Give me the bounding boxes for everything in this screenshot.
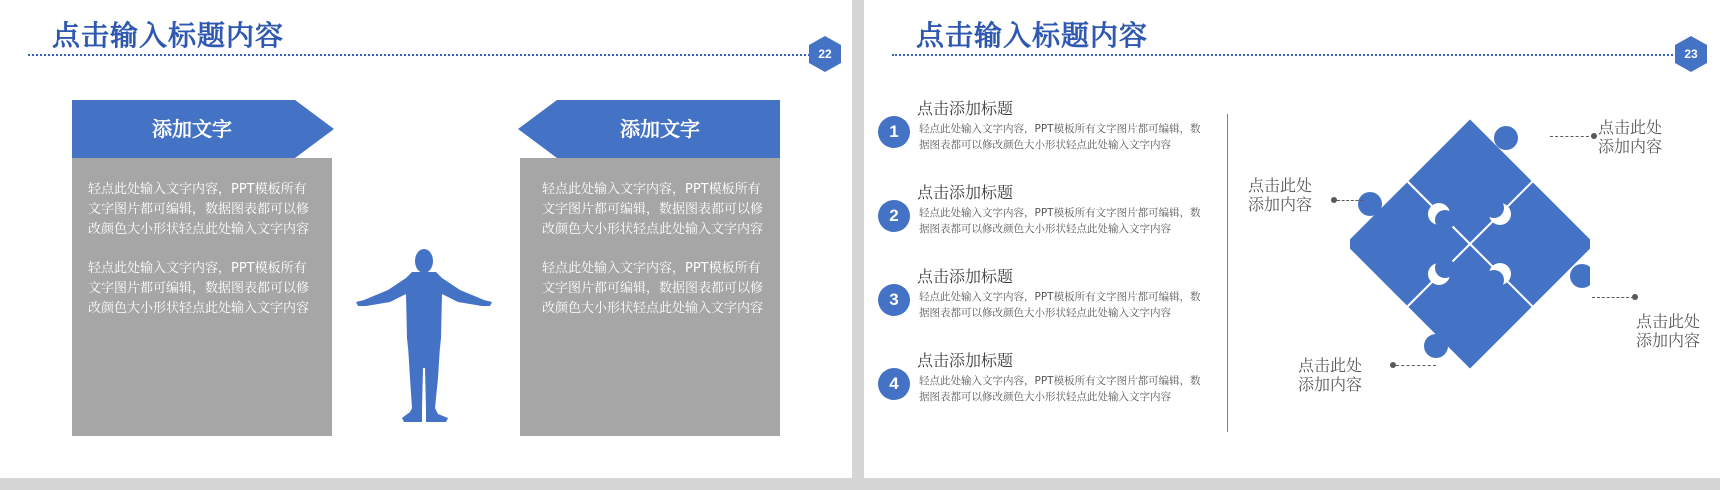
- item-number-badge: 1: [878, 116, 910, 148]
- title-underline: [28, 54, 818, 56]
- page-number-ghost: 22: [830, 27, 842, 38]
- vertical-divider: [1227, 114, 1228, 432]
- leader-line: [1550, 136, 1594, 137]
- heading-banner-left[interactable]: [72, 100, 334, 158]
- page-number-badge: [806, 27, 844, 73]
- page-title[interactable]: 点击输入标题内容: [52, 19, 285, 52]
- item-text: 轻点此处输入文字内容，PPT模板所有文字图片都可编辑，数据图表都可以修改颜色大小形状轻点此处输入文字内容: [919, 375, 1201, 403]
- leader-dot: [1632, 294, 1638, 300]
- puzzle-pieces-icon: [1350, 108, 1590, 384]
- callout-top-right[interactable]: [1598, 118, 1670, 156]
- slide-23[interactable]: [864, 0, 1720, 478]
- item-title: 点击添加标题: [917, 351, 1014, 370]
- item-number-badge: 2: [878, 200, 910, 232]
- leader-dot: [1591, 133, 1597, 139]
- title-underline: [892, 54, 1688, 56]
- panel-paragraph: 轻点此处输入文字内容，PPT模板所有文字图片都可编辑，数据图表都可以修改颜色大小形状轻点此处输入文字内容: [88, 261, 310, 316]
- leader-line: [1396, 365, 1436, 366]
- text-panel-left[interactable]: [72, 158, 332, 436]
- item-title: 点击添加标题: [917, 183, 1014, 202]
- text-panel-right[interactable]: [520, 158, 780, 436]
- item-number-badge: 3: [878, 284, 910, 316]
- panel-paragraph: 轻点此处输入文字内容，PPT模板所有文字图片都可编辑，数据图表都可以修改颜色大小形状轻点此处输入文字内容: [88, 182, 310, 237]
- item-text: 轻点此处输入文字内容，PPT模板所有文字图片都可编辑，数据图表都可以修改颜色大小形状轻点此处输入文字内容: [919, 291, 1201, 319]
- page-number-ghost: 23: [1696, 27, 1708, 38]
- callout-text: 点击此处添加内容: [1248, 176, 1313, 214]
- page-number: 23: [1684, 47, 1698, 61]
- heading-banner-right[interactable]: [518, 100, 780, 158]
- panel-paragraph: 轻点此处输入文字内容，PPT模板所有文字图片都可编辑，数据图表都可以修改颜色大小形状轻点此处输入文字内容: [542, 182, 764, 237]
- page-number: 22: [818, 47, 832, 61]
- person-silhouette-icon: [356, 248, 492, 423]
- item-text: 轻点此处输入文字内容，PPT模板所有文字图片都可编辑，数据图表都可以修改颜色大小形状轻点此处输入文字内容: [919, 207, 1201, 235]
- banner-heading: 添加文字: [620, 117, 700, 141]
- callout-left[interactable]: [1248, 176, 1320, 214]
- callout-bottom-left[interactable]: [1298, 356, 1370, 394]
- leader-line: [1337, 200, 1363, 201]
- item-number-badge: 4: [878, 368, 910, 400]
- callout-right[interactable]: [1636, 312, 1708, 350]
- callout-text: 点击此处添加内容: [1636, 312, 1701, 350]
- page-number-badge: [1672, 27, 1710, 73]
- slide-22[interactable]: [0, 0, 852, 478]
- item-text: 轻点此处输入文字内容，PPT模板所有文字图片都可编辑，数据图表都可以修改颜色大小形状轻点此处输入文字内容: [919, 123, 1201, 151]
- item-title: 点击添加标题: [917, 267, 1014, 286]
- item-title: 点击添加标题: [917, 99, 1014, 118]
- page-title[interactable]: 点击输入标题内容: [916, 19, 1149, 52]
- leader-line: [1592, 297, 1634, 298]
- callout-text: 点击此处添加内容: [1298, 356, 1363, 394]
- callout-text: 点击此处添加内容: [1598, 118, 1663, 156]
- panel-paragraph: 轻点此处输入文字内容，PPT模板所有文字图片都可编辑，数据图表都可以修改颜色大小形状轻点此处输入文字内容: [542, 261, 764, 316]
- banner-heading: 添加文字: [152, 117, 232, 141]
